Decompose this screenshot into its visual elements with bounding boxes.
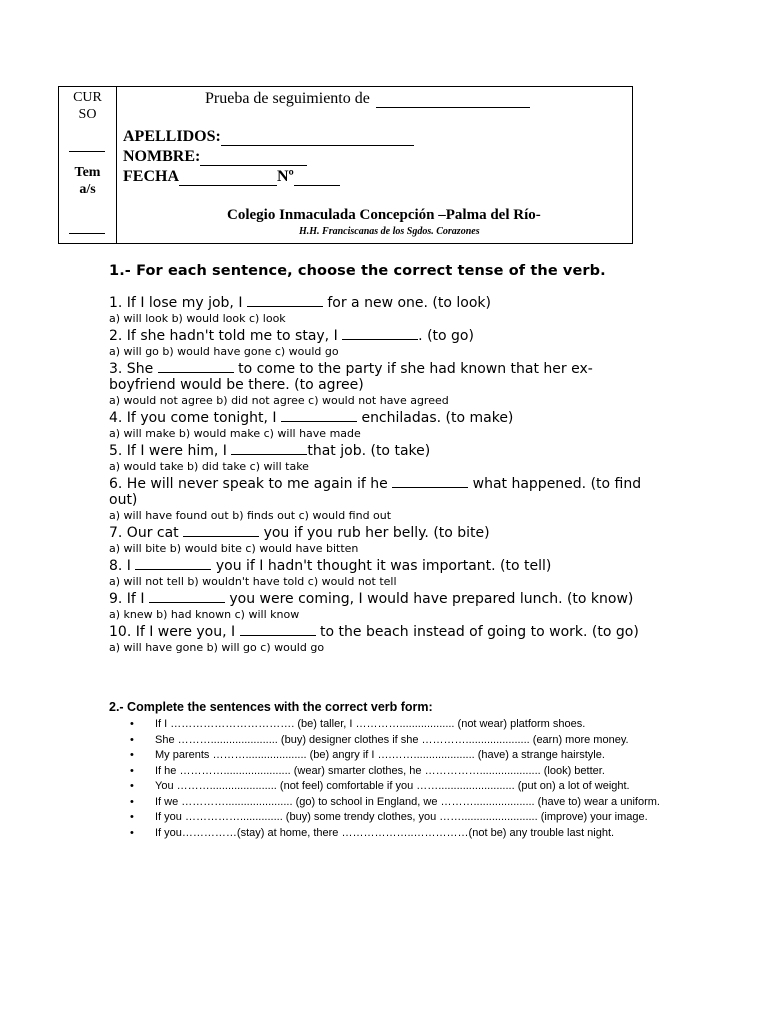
answer-blank[interactable] xyxy=(392,475,468,488)
bullet-icon: • xyxy=(130,780,134,792)
question-options: a) will have gone b) will go c) would go xyxy=(109,641,325,654)
section-2 xyxy=(109,700,669,841)
question-text: . (to go) xyxy=(418,328,474,344)
question-options: a) will bite b) would bite c) would have bitten xyxy=(109,542,359,555)
date-row xyxy=(123,168,340,186)
question-3 xyxy=(109,360,649,393)
answer-blank[interactable] xyxy=(247,294,323,307)
question-options: a) would not agree b) did not agree c) would not have agreed xyxy=(109,394,449,407)
question-2 xyxy=(109,327,649,344)
list-item xyxy=(109,748,669,763)
answer-blank[interactable] xyxy=(342,327,418,340)
question-text: to the beach instead of going to work. (to go) xyxy=(315,624,639,640)
question-text: 2. If she hadn't told me to stay, I xyxy=(109,328,343,344)
sentence-text: If he …………...................... (wear) smarter clothes, he …………….................... (look) better. xyxy=(155,764,605,777)
sentence-text: She ………...................... (buy) designer clothes if she …………..................... (earn) more money. xyxy=(155,733,629,746)
section-1-title: 1.- For each sentence, choose the correct tense of the verb. xyxy=(109,263,606,279)
topic-line xyxy=(69,233,105,234)
question-text: 4. If you come tonight, I xyxy=(109,410,281,426)
question-text: that job. (to take) xyxy=(307,443,431,459)
answer-blank[interactable] xyxy=(158,360,234,373)
section-2-list xyxy=(109,717,669,840)
section-1 xyxy=(109,263,649,656)
course-label: CUR SO xyxy=(73,90,102,122)
answer-blank[interactable] xyxy=(281,409,357,422)
header-box xyxy=(58,86,633,244)
surname-row xyxy=(123,128,414,146)
question-10 xyxy=(109,623,649,640)
question-5 xyxy=(109,442,649,459)
bullet-icon: • xyxy=(130,811,134,823)
question-options: a) would take b) did take c) will take xyxy=(109,460,309,473)
date-label: FECHA xyxy=(123,168,179,185)
question-text: you if I hadn't thought it was important. (to tell) xyxy=(211,558,552,574)
bullet-icon: • xyxy=(130,764,134,777)
question-1 xyxy=(109,294,649,311)
surname-label: APELLIDOS: xyxy=(123,128,221,145)
sentence-text: You ………...................... (not feel) comfortable if you ……......................... (put on) a lot of weight. xyxy=(155,780,630,792)
question-7 xyxy=(109,524,649,541)
surname-field[interactable] xyxy=(221,130,414,146)
sentence-text: My parents ……….................... (be) angry if I ….…….................... (have) a strange hairstyle. xyxy=(155,749,605,761)
question-6 xyxy=(109,475,649,508)
question-text: enchiladas. (to make) xyxy=(357,410,514,426)
bullet-icon: • xyxy=(130,749,134,761)
topic-label: Tem a/s xyxy=(74,165,101,197)
name-row xyxy=(123,148,307,166)
answer-blank[interactable] xyxy=(183,524,259,537)
question-text: 10. If I were you, I xyxy=(109,624,240,640)
question-options: a) will make b) would make c) will have made xyxy=(109,427,361,440)
question-text: 6. He will never speak to me again if he xyxy=(109,476,393,492)
question-4 xyxy=(109,409,649,426)
test-title-text: Prueba de seguimiento de xyxy=(205,90,370,107)
test-title xyxy=(205,90,530,108)
question-options: a) will not tell b) wouldn't have told c) would not tell xyxy=(109,575,397,588)
list-item xyxy=(109,717,669,732)
answer-blank[interactable] xyxy=(135,557,211,570)
school-name: Colegio Inmaculada Concepción –Palma del Río- xyxy=(227,207,541,223)
sentence-text: If I ……………………………. (be) taller, I ………….................. (not wear) platform shoes. xyxy=(155,718,586,730)
list-item xyxy=(109,810,669,825)
question-text: you if you rub her belly. (to bite) xyxy=(259,525,490,541)
bullet-icon: • xyxy=(130,718,134,730)
answer-blank[interactable] xyxy=(231,442,307,455)
number-label: Nº xyxy=(277,168,294,185)
sentence-text: If you …………….............. (buy) some trendy clothes, you ……......................... (improve) your image. xyxy=(155,811,648,823)
question-text: 7. Our cat xyxy=(109,525,184,541)
question-options: a) knew b) had known c) will know xyxy=(109,608,300,621)
answer-blank[interactable] xyxy=(240,623,316,636)
name-label: NOMBRE: xyxy=(123,148,201,165)
list-item xyxy=(109,764,669,779)
section-1-questions xyxy=(109,294,649,655)
course-line xyxy=(69,151,105,152)
number-field[interactable] xyxy=(294,170,340,186)
question-text: for a new one. (to look) xyxy=(322,295,491,311)
bullet-icon: • xyxy=(130,733,134,746)
question-options: a) will look b) would look c) look xyxy=(109,312,286,325)
name-field[interactable] xyxy=(200,150,307,166)
question-text: 9. If I xyxy=(109,591,149,607)
question-text: what happened. (to find out) xyxy=(109,476,642,508)
question-text: to come to the party if she had known that her ex-boyfriend would be there. (to agree) xyxy=(109,361,593,393)
question-text: 3. She xyxy=(109,361,158,377)
section-2-title: 2.- Complete the sentences with the correct verb form: xyxy=(109,700,433,714)
question-text: you were coming, I would have prepared lunch. (to know) xyxy=(224,591,634,607)
test-subject-field[interactable] xyxy=(376,91,530,108)
list-item xyxy=(109,826,669,841)
question-options: a) will have found out b) finds out c) would find out xyxy=(109,509,392,522)
list-item xyxy=(109,733,669,748)
bullet-icon: • xyxy=(130,826,134,839)
question-text: 8. I xyxy=(109,558,136,574)
question-9 xyxy=(109,590,649,607)
list-item xyxy=(109,795,669,810)
question-text: 1. If I lose my job, I xyxy=(109,295,247,311)
answer-blank[interactable] xyxy=(149,590,225,603)
question-8 xyxy=(109,557,649,574)
course-column xyxy=(59,87,117,243)
bullet-icon: • xyxy=(130,795,134,808)
sentence-text: If you……………(stay) at home, there ………………..……………(not be) any trouble last night. xyxy=(155,826,615,839)
question-text: 5. If I were him, I xyxy=(109,443,232,459)
sentence-text: If we …………...................... (go) to school in England, we ……….................... (have to) wear a uniform. xyxy=(155,795,660,808)
date-field[interactable] xyxy=(179,170,277,186)
question-options: a) will go b) would have gone c) would go xyxy=(109,345,339,358)
list-item xyxy=(109,779,669,794)
school-subtitle: H.H. Franciscanas de los Sgdos. Corazones xyxy=(299,226,480,237)
